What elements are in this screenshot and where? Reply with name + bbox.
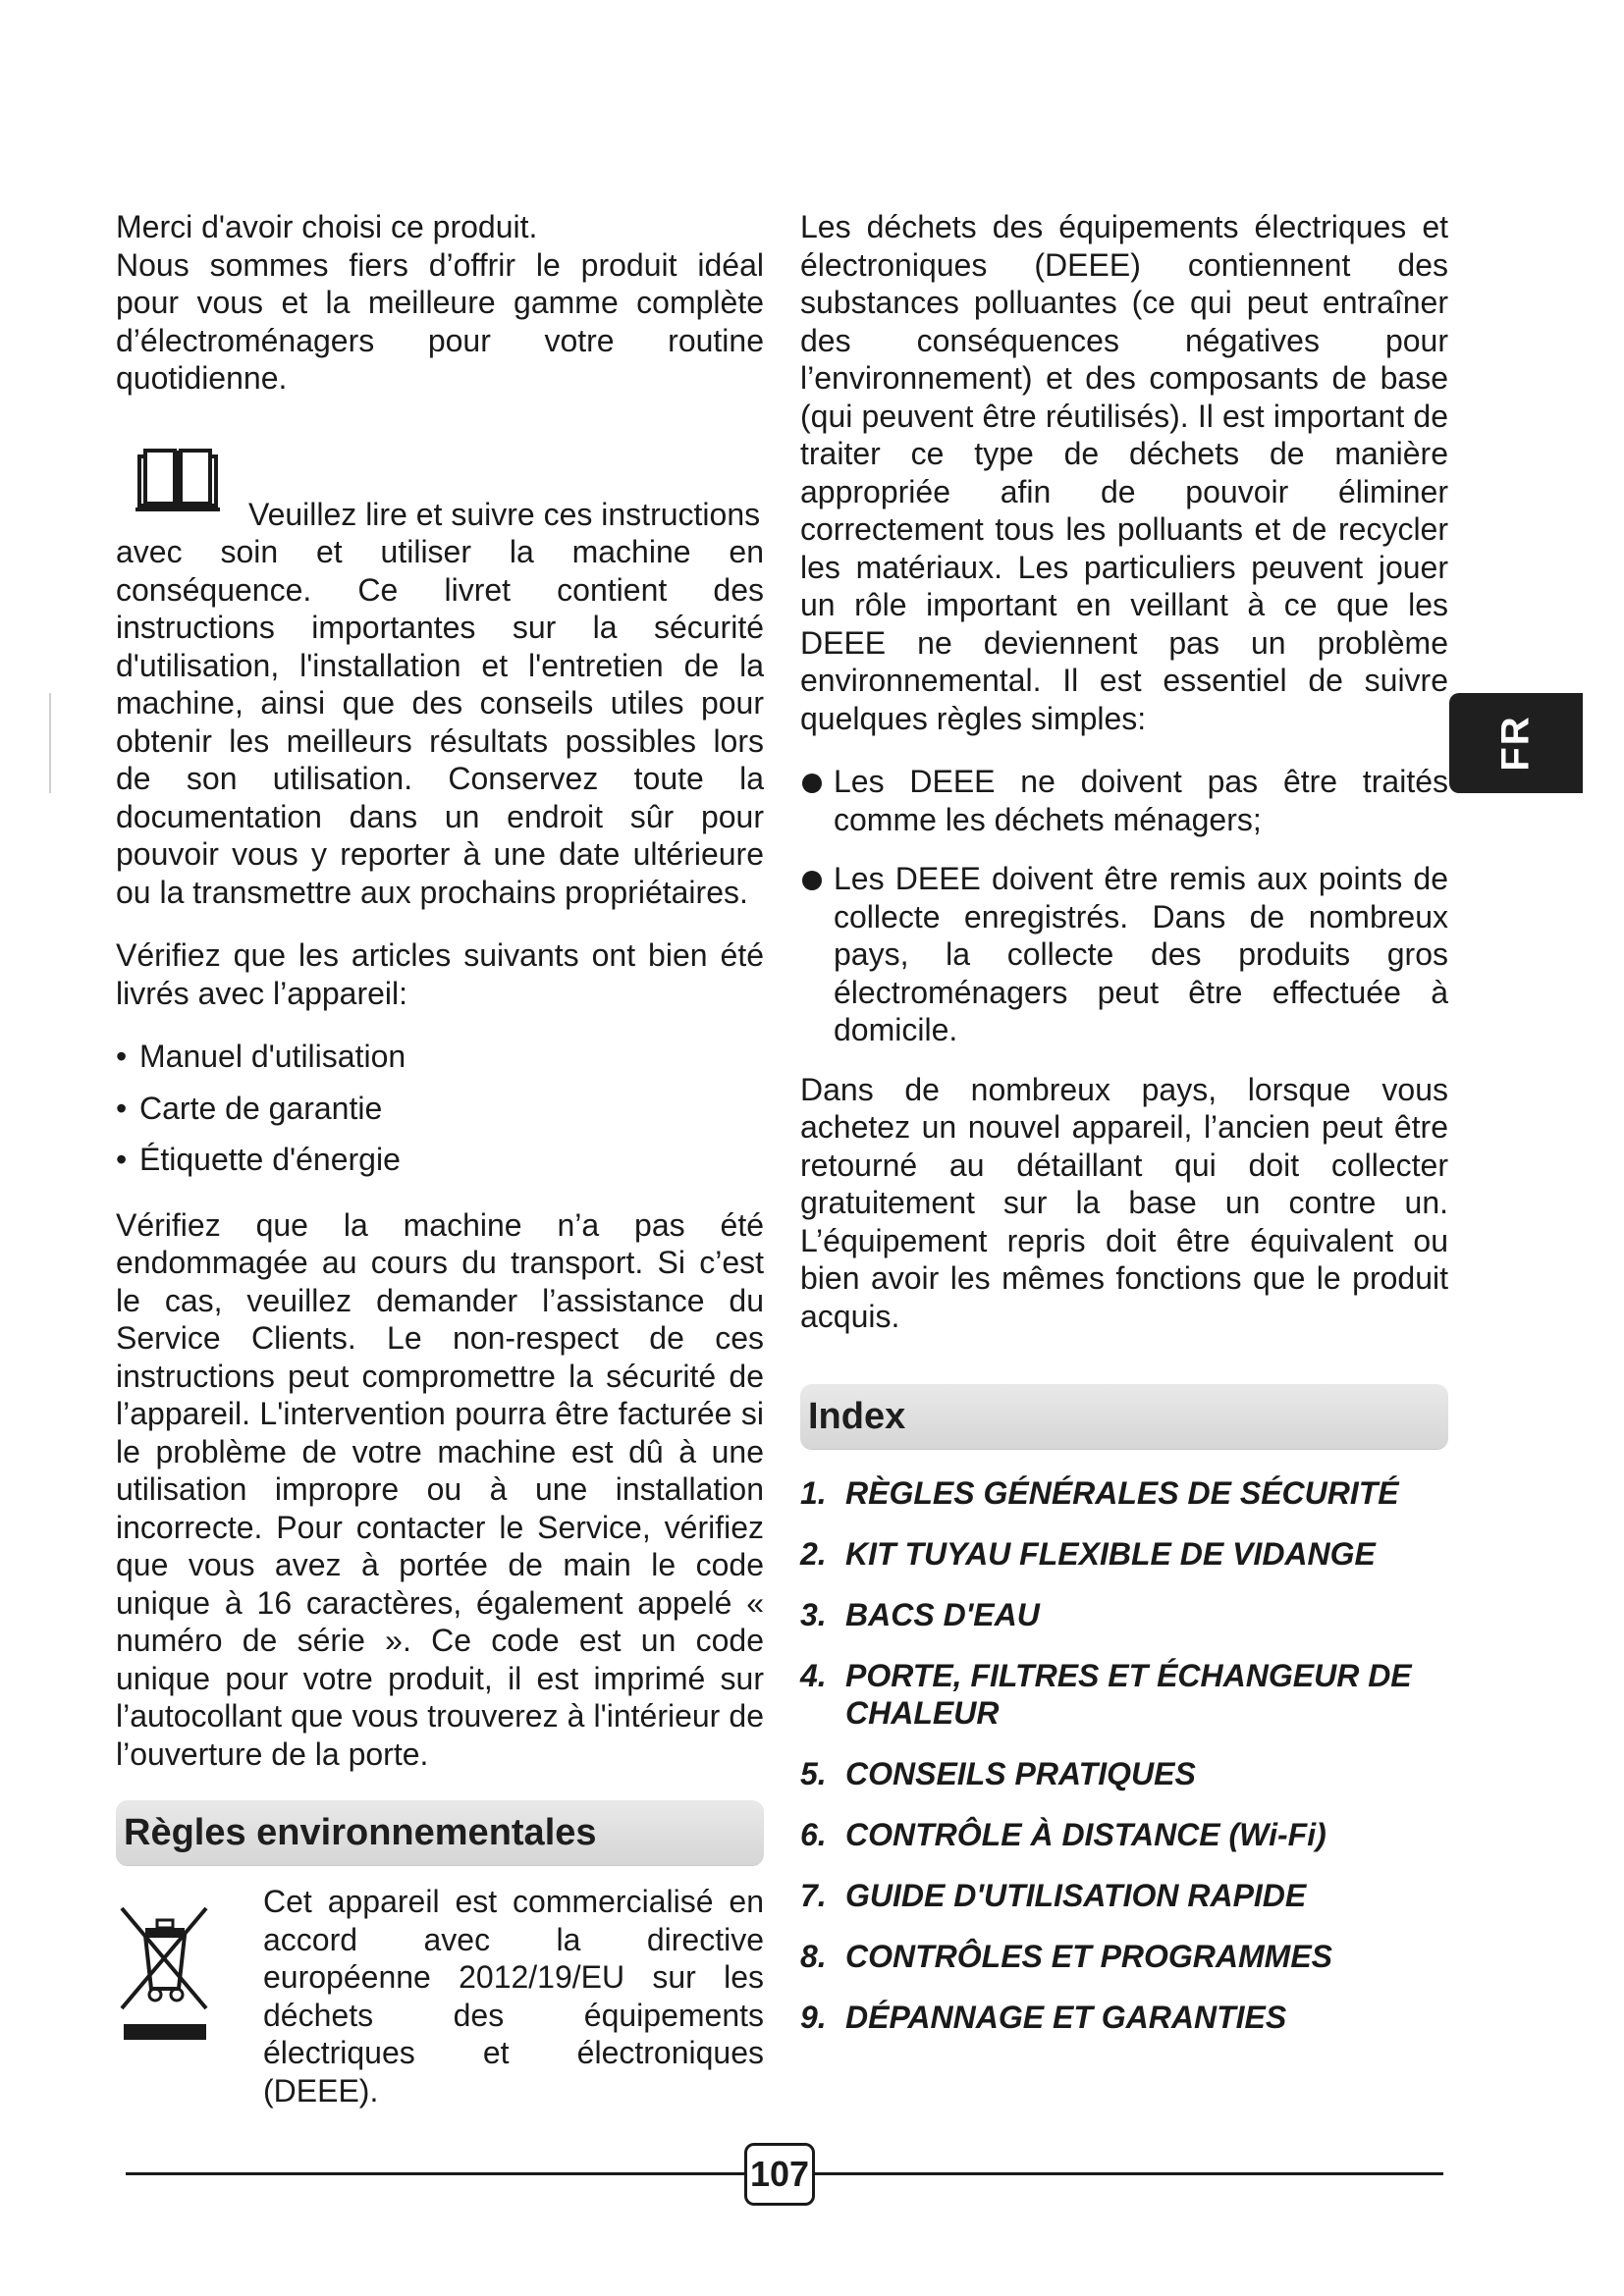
book-icon bbox=[132, 445, 224, 513]
right-column bbox=[800, 208, 1448, 2059]
delivered-items-list bbox=[116, 1038, 764, 1179]
instructions-text: avec soin et utiliser la machine en conséquence. Ce livret contient des instructions importantes sur la sécurité d'utilisation, l'installation et l'entretien de la machine, ainsi que des conseils utiles pour obtenir les meilleurs résultats possibles lors de son utilisation. Conservez toute la documentation dans un endroit sûr pour pouvoir vous y reporter à une date ultérieure ou la transmettre aux prochains propriétaires. bbox=[116, 534, 764, 910]
index-item[interactable]: 3. BACS D'EAU bbox=[800, 1597, 1040, 1632]
index-item[interactable]: 7. GUIDE D'UTILISATION RAPIDE bbox=[800, 1878, 1307, 1913]
index-item[interactable]: 1. RÈGLES GÉNÉRALES DE SÉCURITÉ bbox=[800, 1475, 1399, 1511]
index-item[interactable]: 8. CONTRÔLES ET PROGRAMMES bbox=[800, 1939, 1333, 1974]
weee-text: Les déchets des équipements électriques et électroniques (DEEE) contiennent des substances polluantes (ce qui peut entraîner des conséquences négatives pour l’environnement) et des composants de base (qui peuvent être réutilisés). Il est important de traiter ce type de déchets de manière appropriée afin de pouvoir éliminer correctement tous les polluants et de recycler les matériaux. Les particuliers peuvent jouer un rôle important en veillant à ce que les DEEE ne deviennent pas un problème environnemental. Il est essentiel de suivre quelques règles simples: bbox=[800, 209, 1448, 736]
index-item[interactable]: 6. CONTRÔLE À DISTANCE (Wi-Fi) bbox=[800, 1817, 1326, 1852]
list-item: • Carte de garantie bbox=[116, 1090, 383, 1126]
page-number: 107 bbox=[744, 2143, 815, 2206]
footer-rule-left bbox=[126, 2172, 744, 2175]
index-title: Index bbox=[800, 1384, 1448, 1449]
language-tab-label: FR bbox=[1493, 715, 1538, 772]
damage-text: Vérifiez que la machine n’a pas été endommagée au cours du transport. Si c’est le cas, veuillez demander l’assistance du Service Clients. Le non-respect de ces instructions peut compromettre la sécurité de l’appareil. L'intervention pourra être facturée si le problème de votre machine est dû à une utilisation impropre ou à une installation incorrecte. Pour contacter le Service, vérifiez que vous avez à portée de main le code unique à 16 caractères, également appelé « numéro de série ». Ce code est un code unique pour votre produit, il est imprimé sur l’autocollant que vous trouverez à l'intérieur de l’ouverture de la porte. bbox=[116, 1206, 764, 1772]
intro-line-1: Merci d'avoir choisi ce produit. bbox=[116, 209, 538, 244]
weee-bin-icon bbox=[116, 1900, 214, 2048]
language-tab bbox=[1449, 693, 1583, 793]
env-section-title: Règles environnementales bbox=[116, 1800, 764, 1865]
index-item[interactable]: 4. PORTE, FILTRES ET ÉCHANGEUR DE CHALEUR bbox=[800, 1658, 1412, 1731]
intro-line-2: Nous sommes fiers d’offrir le produit idéal pour vous et la meilleure gamme complète d’électroménagers pour votre routine quotidienne. bbox=[116, 246, 764, 396]
index-item[interactable]: 9. DÉPANNAGE ET GARANTIES bbox=[800, 2000, 1287, 2035]
margin-mark bbox=[49, 693, 51, 793]
index-item[interactable]: 5. CONSEILS PRATIQUES bbox=[800, 1756, 1196, 1791]
return-text: Dans de nombreux pays, lorsque vous achetez un nouvel appareil, l’ancien peut être retourné au détaillant qui doit collecter gratuitement sur la base un contre un. L’équipement repris doit être équivalent ou bien avoir les mêmes fonctions que le produit acquis. bbox=[800, 1071, 1448, 1334]
index-item[interactable]: 2. KIT TUYAU FLEXIBLE DE VIDANGE bbox=[800, 1536, 1376, 1572]
list-item: • Manuel d'utilisation bbox=[116, 1039, 406, 1074]
index-list bbox=[800, 1474, 1448, 2036]
list-item: • Étiquette d'énergie bbox=[116, 1142, 401, 1177]
env-text: Cet appareil est commercialisé en accord avec la directive européenne 2012/19/EU sur les déchets des équipements électriques et électroniques (DEEE). bbox=[263, 1884, 764, 2109]
left-column bbox=[116, 208, 764, 2109]
list-item: Les DEEE ne doivent pas être traités comme les déchets ménagers; bbox=[800, 763, 1448, 838]
footer-rule-right bbox=[815, 2172, 1443, 2175]
env-block bbox=[116, 1883, 764, 2109]
weee-rules-list bbox=[800, 763, 1448, 1049]
list-item: Les DEEE doivent être remis aux points de collecte enregistrés. Dans de nombreux pays, la collecte des produits gros électroménagers peut être effectuée à domicile. bbox=[800, 860, 1448, 1049]
check-intro: Vérifiez que les articles suivants ont bien été livrés avec l’appareil: bbox=[116, 937, 764, 1011]
instructions-first-line: Veuillez lire et suivre ces instructions bbox=[248, 496, 761, 532]
instructions-block bbox=[116, 445, 764, 912]
